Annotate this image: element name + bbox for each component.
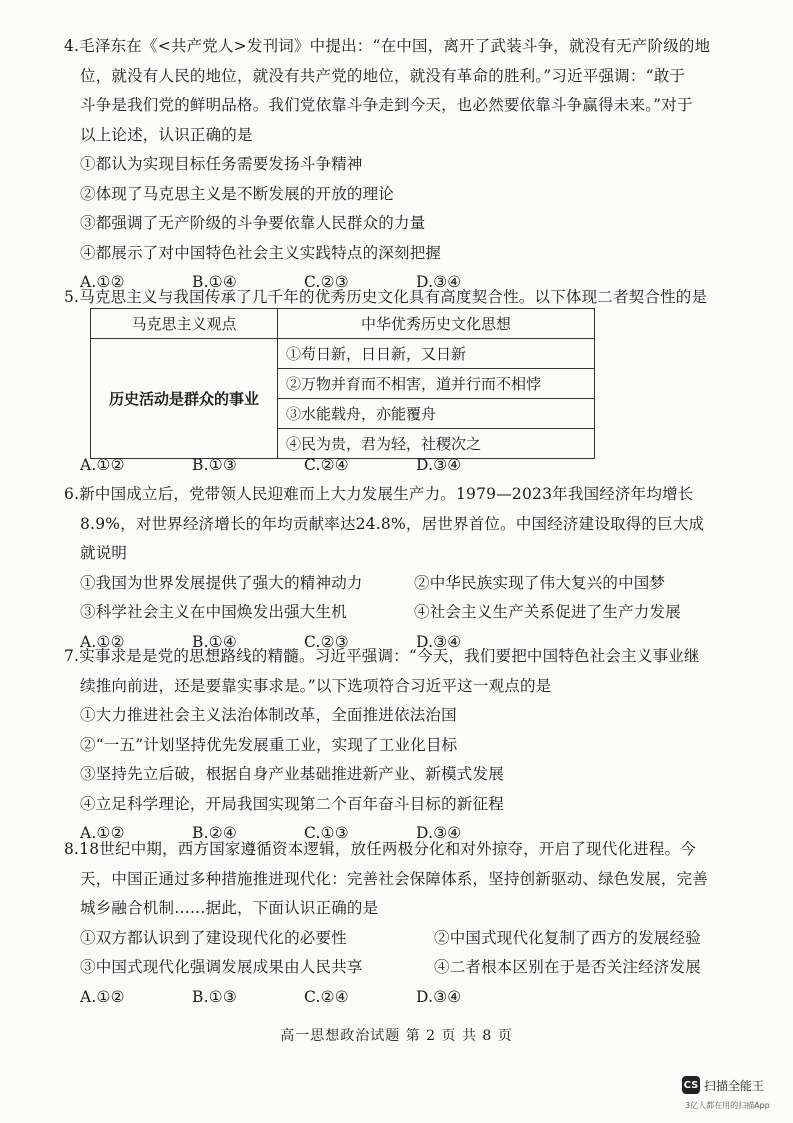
q8-stem-line: 城乡融合机制……据此，下面认识正确的是 (80, 899, 379, 917)
q7-option: ①大力推进社会主义法治体制改革，全面推进依法治国 (80, 706, 457, 724)
q8-option-row (64, 924, 724, 954)
scanner-watermark (682, 1076, 764, 1094)
q6-stem-line: 6.新中国成立后，党带领人民迎难而上大力发展生产力。1979—2023年我国经济年均增长 (64, 485, 694, 503)
q8-answer-c: C.②④ (304, 987, 349, 1006)
q4-stem-line: 斗争是我们党的鲜明品格。我们党依靠斗争走到今天，也必然要依靠斗争赢得未来。”对于 (80, 96, 693, 114)
page-footer: 高一思想政治试题 第 2 页 共 8 页 (280, 1028, 513, 1044)
q6-answer-b: B.①④ (192, 632, 237, 651)
q6-option: ②中华民族实现了伟大复兴的中国梦 (414, 573, 666, 592)
q5-answer-c: C.②④ (304, 456, 349, 474)
q8-answer-b: B.①③ (192, 987, 237, 1006)
q5-table-row: ①苟日新，日日新，又日新 (278, 339, 595, 369)
q4-option: ①都认为实现目标任务需要发扬斗争精神 (80, 155, 363, 173)
q8-option: ③中国式现代化强调发展成果由人民共享 (80, 958, 363, 976)
q4-option: ④都展示了对中国特色社会主义实践特点的深刻把握 (80, 243, 442, 262)
q6-option: ①我国为世界发展提供了强大的精神动力 (80, 573, 363, 592)
q6-option: ③科学社会主义在中国焕发出强大生机 (80, 603, 347, 621)
q8-stem-line: 天，中国正通过多种措施推进现代化：完善社会保障体系，坚持创新驱动、绿色发展，完善 (80, 869, 709, 888)
q6-answer-d: D.③④ (416, 632, 462, 651)
q4-stem-line: 位，就没有人民的地位，就没有共产党的地位，就没有革命的胜利。”习近平强调：“敢于 (80, 66, 686, 85)
q4-answer-b: B.①④ (192, 273, 237, 291)
question-4 (64, 32, 724, 298)
scanner-brand-name: 扫描全能王 (704, 1078, 765, 1093)
q5-table-row: ②万物并育而不相害，道并行而不相悖 (278, 369, 595, 399)
q7-option: ②“一五”计划坚持优先发展重工业，实现了工业化目标 (80, 735, 458, 754)
q5-answer-b: B.①③ (192, 456, 237, 474)
q7-answer-b: B.②④ (192, 824, 237, 842)
q4-answer-d: D.③④ (416, 273, 462, 291)
q4-option: ②体现了马克思主义是不断发展的开放的理论 (80, 184, 395, 203)
q8-option: ②中国式现代化复制了西方的发展经验 (434, 928, 701, 947)
q4-option: ③都强调了无产阶级的斗争要依靠人民群众的力量 (80, 214, 426, 232)
q7-stem-line: 7.实事求是是党的思想路线的精髓。习近平强调：“今天，我们要把中国特色社会主义事业继 (64, 647, 700, 665)
q5-answer-d: D.③④ (416, 456, 462, 474)
scanner-brand-tagline: 3亿人都在用的扫描App (685, 1101, 770, 1110)
q5-table-left-cell: 历史活动是群众的事业 (91, 339, 278, 459)
q7-option: ③坚持先立后破，根据自身产业基础推进新产业、新模式发展 (80, 765, 504, 783)
q6-stem-line: 8.9%，对世界经济增长的年均贡献率达24.8%，居世界首位。中国经济建设取得的巨大成 (80, 514, 705, 533)
q8-option-row (64, 953, 724, 983)
q4-answer-c: C.②③ (304, 273, 349, 291)
q4-stem-line: 4.毛泽东在《<共产党人>发刊词》中提出：“在中国，离开了武装斗争，就没有无产阶级的地 (64, 37, 711, 55)
q8-answers (64, 983, 724, 1013)
q7-answer-d: D.③④ (416, 824, 462, 842)
q6-option: ④社会主义生产关系促进了生产力发展 (414, 603, 681, 621)
q6-stem-line: 就说明 (80, 544, 128, 562)
q5-answer-a: A.①② (80, 456, 125, 474)
camscanner-logo-icon: CS (682, 1076, 700, 1094)
q6-option-row (64, 598, 724, 628)
question-8 (64, 835, 724, 1012)
q7-answer-c: C.①③ (304, 824, 349, 842)
question-6 (64, 480, 724, 657)
q5-table-header-left: 马克思主义观点 (91, 309, 278, 339)
q7-stem-line: 续推向前进，还是要靠实事求是。”以下选项符合习近平这一观点的是 (80, 676, 552, 695)
q8-answer-d: D.③④ (416, 987, 462, 1006)
q5-answers-block (64, 451, 724, 481)
q8-stem-line: 8.18世纪中期，西方国家遵循资本逻辑，放任两极分化和对外掠夺，开启了现代化进程。今 (64, 840, 696, 858)
q5-table (90, 308, 595, 459)
q6-answer-a: A.①② (80, 632, 125, 651)
q8-option: ④二者根本区别在于是否关注经济发展 (434, 958, 701, 976)
q7-answer-a: A.①② (80, 824, 125, 842)
q5-stem: 5.马克思主义与我国传承了几千年的优秀历史文化具有高度契合性。以下体现二者契合性的是 (64, 288, 708, 306)
q8-option: ①双方都认识到了建设现代化的必要性 (80, 928, 347, 947)
q5-table-header-right: 中华优秀历史文化思想 (278, 309, 595, 339)
q6-option-row (64, 569, 724, 599)
q7-option: ④立足科学理论，开局我国实现第二个百年奋斗目标的新征程 (80, 794, 504, 813)
q4-stem-line: 以上论述，认识正确的是 (80, 125, 253, 144)
q5-table-row: ③水能载舟，亦能覆舟 (278, 399, 595, 429)
q5-answers (64, 451, 724, 481)
q8-answer-a: A.①② (80, 987, 125, 1006)
q6-answer-c: C.②③ (304, 632, 349, 651)
q4-answer-a: A.①② (80, 273, 125, 291)
q5-table-row: ④民为贵，君为轻，社稷次之 (278, 429, 595, 459)
question-7 (64, 642, 724, 849)
